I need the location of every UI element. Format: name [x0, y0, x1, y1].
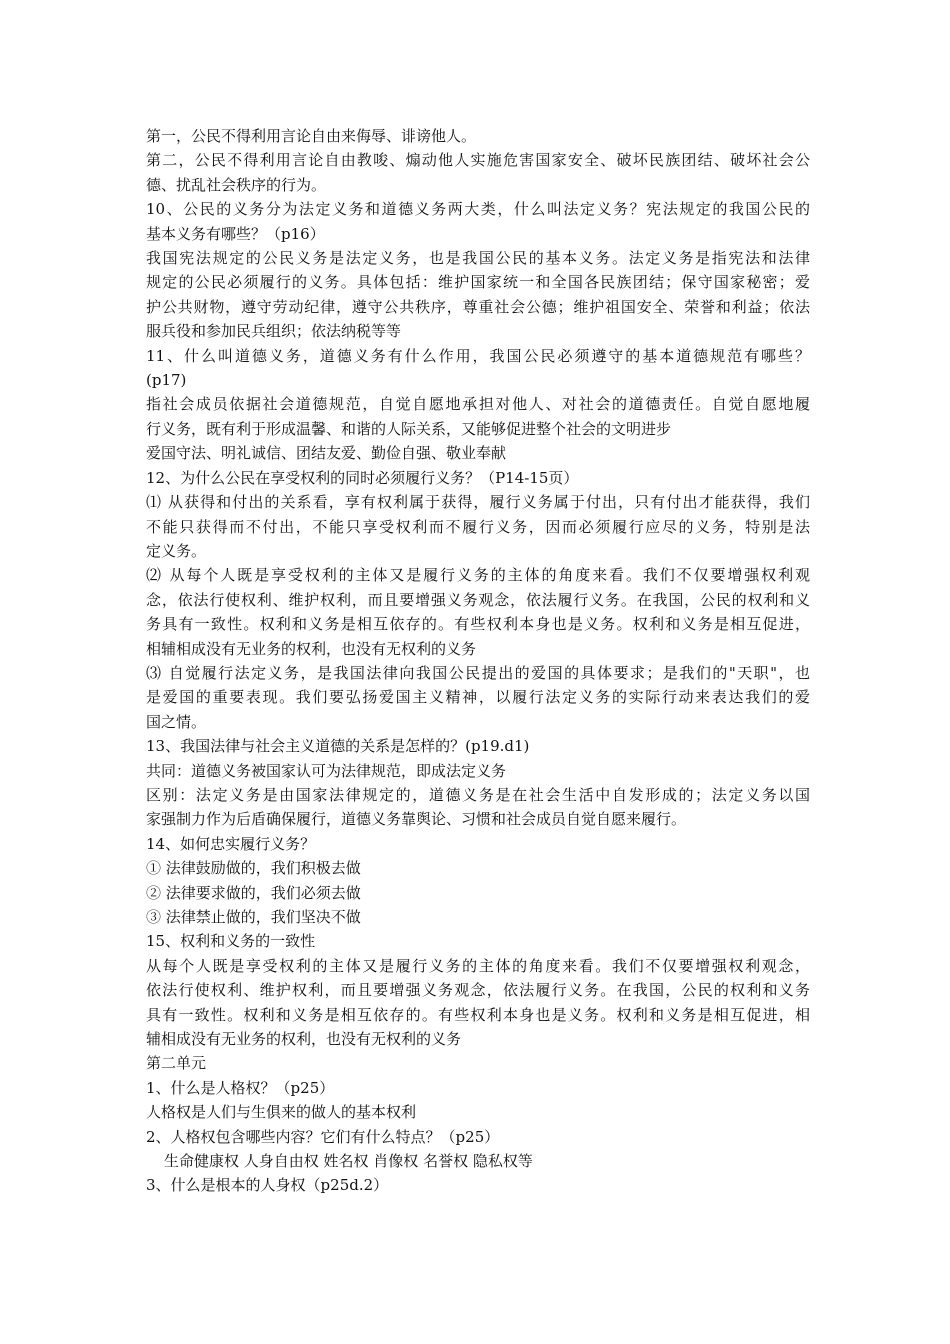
text-line: 13、我国法律与社会主义道德的关系是怎样的？(p19.d1)	[146, 737, 530, 756]
text-line: ⑵ 从每个人既是享受权利的主体又是履行义务的主体的角度来看。我们不仅要增强权利观	[146, 566, 810, 585]
text-line: 家强制力作为后盾确保履行，道德义务靠舆论、习惯和社会成员自觉自愿来履行。	[146, 810, 687, 829]
text-line: 15、权利和义务的一致性	[146, 932, 316, 951]
text-line: 从每个人既是享受权利的主体又是履行义务的主体的角度来看。我们不仅要增强权利观念，	[146, 956, 810, 975]
text-line: ⑴ 从获得和付出的关系看，享有权利属于获得，履行义务属于付出，只有付出才能获得，我们	[146, 493, 810, 512]
text-line: 爱国守法、明礼诚信、团结友爱、勤俭自强、敬业奉献	[146, 444, 507, 463]
text-line: ③ 法律禁止做的，我们坚决不做	[146, 908, 361, 926]
text-line: 第二，公民不得利用言论自由教唆、煽动他人实施危害国家安全、破坏民族团结、破坏社会公	[146, 151, 810, 170]
text-line: 2、人格权包含哪些内容？它们有什么特点？（p25）	[146, 1127, 500, 1146]
text-line: 念，依法行使权利、维护权利，而且要增强义务观念，依法履行义务。在我国，公民的权利和义	[146, 590, 810, 609]
text-line: 德、扰乱社会秩序的行为。	[146, 175, 327, 194]
text-line: 生命健康权 人身自由权 姓名权 肖像权 名誉权 隐私权等	[164, 1152, 533, 1171]
text-line: 11、什么叫道德义务，道德义务有什么作用，我国公民必须遵守的基本道德规范有哪些？	[146, 346, 810, 365]
text-line: 人格权是人们与生俱来的做人的基本权利	[146, 1103, 417, 1122]
text-line: 不能只获得而不付出，不能只享受权利而不履行义务，因而必须履行应尽的义务，特别是法	[146, 517, 810, 536]
text-line: 12、为什么公民在享受权利的同时必须履行义务？（P14-15页）	[146, 468, 579, 487]
text-line: 14、如何忠实履行义务？	[146, 834, 316, 853]
text-line: 依法行使权利、维护权利，而且要增强义务观念，依法履行义务。在我国，公民的权利和义务	[146, 981, 810, 1000]
text-line: 国之情。	[146, 712, 207, 731]
text-line: ② 法律要求做的，我们必须去做	[146, 883, 361, 902]
text-line: 区别：法定义务是由国家法律规定的，道德义务是在社会生活中自发形成的；法定义务以国	[146, 785, 810, 804]
text-line: 基本义务有哪些？（p16）	[146, 224, 325, 243]
text-line: 护公共财物，遵守劳动纪律，遵守公共秩序，尊重社会公德；维护祖国安全、荣誉和利益；依法	[146, 297, 810, 316]
text-line: 第二单元	[146, 1054, 207, 1073]
text-line: 行义务，既有利于形成温馨、和谐的人际关系，又能够促进整个社会的文明进步	[146, 419, 672, 438]
text-line: 规定的公民必须履行的义务。具体包括：维护国家统一和全国各民族团结；保守国家秘密；爱	[146, 273, 810, 292]
text-line: 是爱国的重要表现。我们要弘扬爱国主义精神，以履行法定义务的实际行动来表达我们的爱	[146, 688, 810, 707]
text-line: 3、什么是根本的人身权（p25d.2）	[146, 1176, 389, 1195]
text-line: 相辅相成没有无业务的权利，也没有无权利的义务	[146, 639, 477, 658]
text-line: (p17)	[146, 371, 187, 390]
text-line: 定义务。	[146, 541, 207, 560]
text-line: 第一，公民不得利用言论自由来侮辱、诽谤他人。	[146, 127, 477, 145]
text-line: 指社会成员依据社会道德规范，自觉自愿地承担对他人、对社会的道德责任。自觉自愿地履	[146, 395, 810, 414]
document-page	[146, 124, 810, 1198]
text-line: 服兵役和参加民兵组织；依法纳税等等	[146, 322, 402, 341]
text-line: ① 法律鼓励做的，我们积极去做	[146, 859, 361, 878]
text-line: 我国宪法规定的公民义务是法定义务，也是我国公民的基本义务。法定义务是指宪法和法律	[146, 249, 810, 268]
text-line: 务具有一致性。权利和义务是相互依存的。有些权利本身也是义务。权利和义务是相互促进，	[146, 615, 810, 634]
text-line: ⑶ 自觉履行法定义务，是我国法律向我国公民提出的爱国的具体要求；是我们的"天职"，也	[146, 663, 810, 682]
text-line: 10、公民的义务分为法定义务和道德义务两大类，什么叫法定义务？宪法规定的我国公民的	[146, 200, 810, 219]
text-line: 1、什么是人格权？（p25）	[146, 1078, 335, 1097]
text-line: 辅相成没有无业务的权利，也没有无权利的义务	[146, 1030, 462, 1049]
text-line: 具有一致性。权利和义务是相互依存的。有些权利本身也是义务。权利和义务是相互促进，相	[146, 1005, 810, 1024]
text-line: 共同：道德义务被国家认可为法律规范，即成法定义务	[146, 761, 507, 780]
